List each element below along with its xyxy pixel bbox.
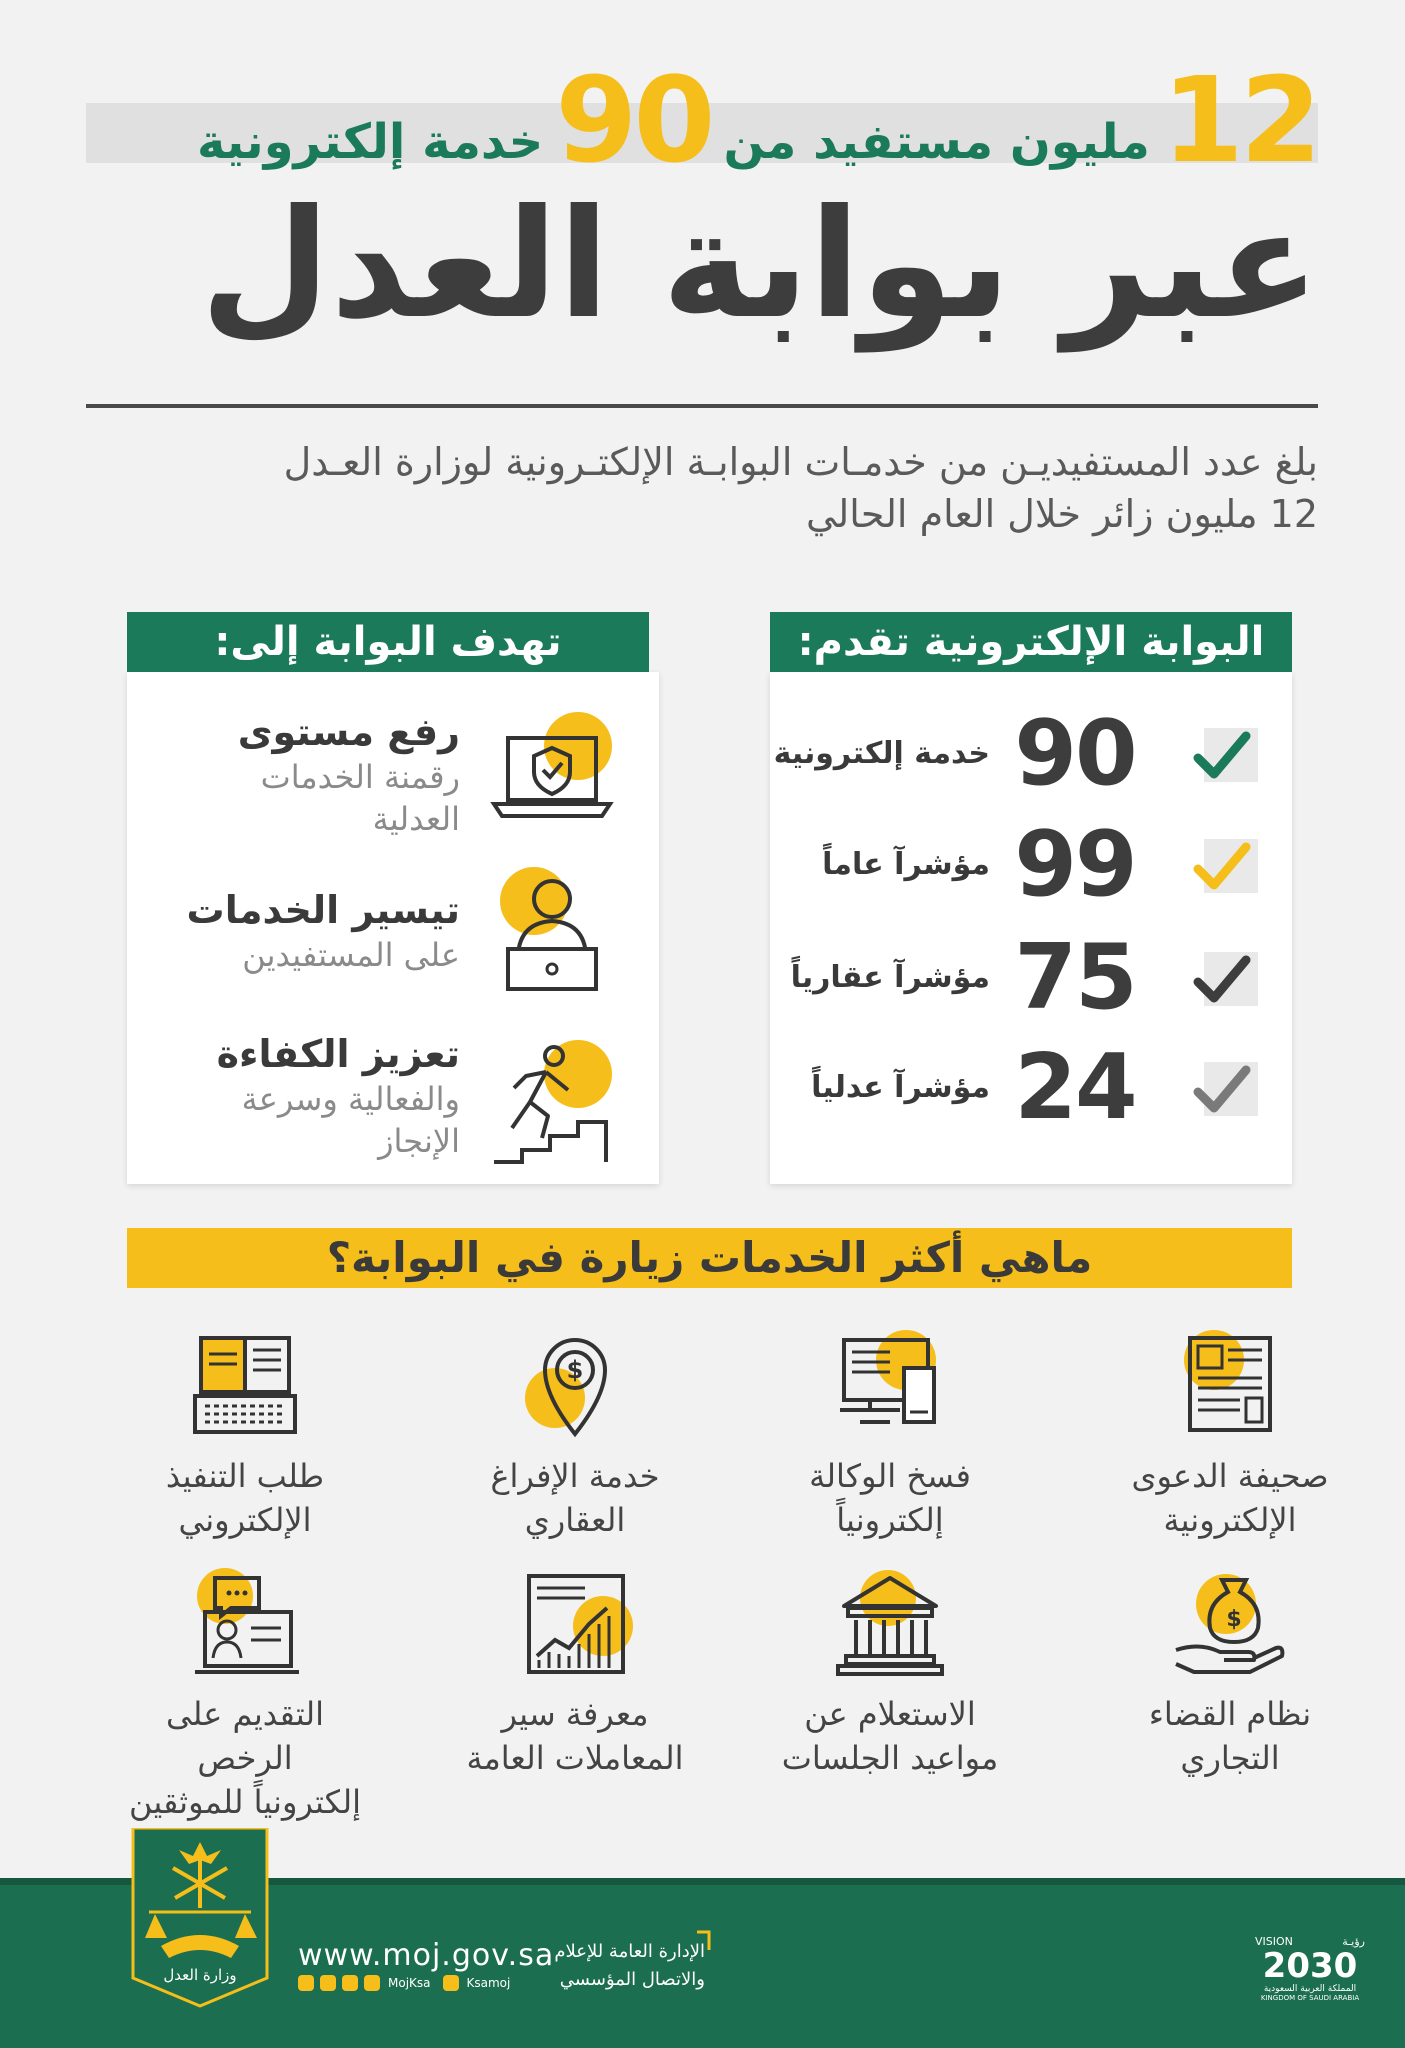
headline-end-text: خدمة إلكترونية bbox=[196, 114, 544, 170]
youtube-icon[interactable] bbox=[443, 1975, 459, 1991]
vision-2030-logo bbox=[1255, 1935, 1365, 2002]
website-link[interactable]: www.moj.gov.sa bbox=[298, 1938, 555, 1973]
service-label bbox=[1100, 1454, 1360, 1542]
service-item bbox=[115, 1330, 375, 1542]
money-bag-hand-icon bbox=[1170, 1568, 1290, 1678]
social-handle: Ksamoj bbox=[466, 1976, 511, 1990]
service-label-line1: خدمة الإفراغ bbox=[490, 1457, 660, 1495]
offer-row bbox=[770, 1035, 1270, 1140]
growth-chart-icon bbox=[515, 1568, 635, 1678]
service-label bbox=[760, 1692, 1020, 1780]
service-label-line1: نظام القضاء bbox=[1148, 1695, 1312, 1733]
goal-subtitle: العدلية bbox=[372, 800, 460, 838]
service-item bbox=[445, 1568, 705, 1780]
intro-line-1: بلغ عدد المستفيديـن من خدمـات البوابـة الإلكتـرونية لوزارة العـدل bbox=[283, 440, 1318, 484]
service-label-line1: صحيفة الدعوى bbox=[1131, 1457, 1329, 1495]
offer-number: 99 bbox=[1014, 812, 1136, 917]
person-laptop-icon bbox=[490, 865, 615, 995]
service-item bbox=[115, 1568, 375, 1824]
check-icon bbox=[1190, 837, 1254, 897]
offer-number: 24 bbox=[1014, 1035, 1136, 1140]
goal-item bbox=[150, 1030, 460, 1162]
service-label bbox=[115, 1454, 375, 1542]
services-header: ماهي أكثر الخدمات زيارة في البوابة؟ bbox=[127, 1228, 1292, 1288]
goal-item bbox=[150, 886, 460, 976]
service-item bbox=[1100, 1568, 1360, 1780]
laptop-shield-icon bbox=[490, 708, 615, 838]
snapchat-icon[interactable] bbox=[342, 1975, 358, 1991]
page-title: عبر بوابة العدل bbox=[200, 178, 1320, 352]
goals-header: تهدف البوابة إلى: bbox=[127, 612, 649, 672]
intro-text bbox=[86, 436, 1318, 540]
headline-middle-text: مليون مستفيد من bbox=[723, 114, 1150, 170]
offer-row bbox=[770, 812, 1270, 917]
service-item bbox=[1100, 1330, 1360, 1542]
chat-person-icon bbox=[185, 1568, 305, 1678]
book-keyboard-icon bbox=[185, 1330, 305, 1440]
headline-big-number: 12 bbox=[1161, 51, 1318, 189]
svg-text:$: $ bbox=[566, 1356, 584, 1384]
service-item bbox=[445, 1330, 705, 1542]
dept-line1: الإدارة العامة للإعلام bbox=[554, 1941, 705, 1962]
service-label-line1: معرفة سير bbox=[501, 1695, 649, 1733]
divider bbox=[86, 404, 1318, 408]
check-icon bbox=[1190, 1060, 1254, 1120]
goal-title: تعزيز الكفاءة bbox=[216, 1032, 460, 1076]
service-item bbox=[760, 1568, 1020, 1780]
headline-mid-number: 90 bbox=[555, 51, 712, 189]
service-item bbox=[760, 1330, 1020, 1542]
svg-text:$: $ bbox=[1226, 1607, 1242, 1632]
courthouse-icon bbox=[830, 1568, 950, 1678]
goal-title: رفع مستوى bbox=[237, 710, 460, 754]
intro-line-2: 12 مليون زائر خلال العام الحالي bbox=[806, 492, 1318, 536]
service-label-line2: مواعيد الجلسات bbox=[781, 1739, 999, 1777]
service-label bbox=[445, 1692, 705, 1780]
social-handle: MojKsa bbox=[388, 1976, 431, 1990]
social-links bbox=[298, 1975, 516, 1991]
service-label bbox=[1100, 1692, 1360, 1780]
goal-title: تيسير الخدمات bbox=[186, 888, 460, 932]
running-stairs-icon bbox=[490, 1038, 615, 1168]
twitter-icon[interactable] bbox=[298, 1975, 314, 1991]
offer-label: خدمة إلكترونية bbox=[773, 736, 990, 771]
offer-label: مؤشرآ عاماً bbox=[822, 847, 990, 882]
check-icon bbox=[1190, 726, 1254, 786]
service-label-line2: العقاري bbox=[524, 1501, 626, 1539]
vision-sub-en: KINGDOM OF SAUDI ARABIA bbox=[1260, 1994, 1360, 2002]
department-label bbox=[540, 1938, 705, 1994]
offers-header: البوابة الإلكترونية تقدم: bbox=[770, 612, 1292, 672]
location-dollar-icon bbox=[515, 1330, 635, 1440]
logo-ministry-text: وزارة العدل bbox=[163, 1966, 237, 1984]
service-label bbox=[115, 1692, 375, 1824]
offer-number: 90 bbox=[1014, 701, 1136, 806]
check-icon bbox=[1190, 950, 1254, 1010]
service-label-line2: الإلكتروني bbox=[178, 1501, 312, 1539]
linkedin-icon[interactable] bbox=[364, 1975, 380, 1991]
service-label-line2: المعاملات العامة bbox=[466, 1739, 684, 1777]
dept-line2: والاتصال المؤسسي bbox=[559, 1969, 705, 1990]
corner-bracket-icon bbox=[695, 1930, 711, 1952]
service-label-line1: طلب التنفيذ bbox=[165, 1457, 325, 1495]
service-label bbox=[760, 1454, 1020, 1542]
service-label-line1: التقديم على الرخص bbox=[165, 1695, 324, 1777]
vision-label: VISION bbox=[1255, 1935, 1293, 1948]
instagram-icon[interactable] bbox=[320, 1975, 336, 1991]
vision-year: 2030 bbox=[1262, 1946, 1358, 1986]
vision-sub-ar: المملكة العربية السعودية bbox=[1263, 1984, 1357, 1994]
goal-subtitle: على المستفيدين bbox=[242, 936, 460, 974]
service-label-line1: فسخ الوكالة bbox=[809, 1457, 971, 1495]
offer-label: مؤشرآ عدلياً bbox=[811, 1070, 990, 1105]
offer-label: مؤشرآ عقارياً bbox=[790, 960, 990, 995]
ministry-logo bbox=[125, 1828, 275, 2008]
service-label-line2: الإلكترونية bbox=[1163, 1501, 1297, 1539]
service-label-line2: التجاري bbox=[1180, 1739, 1280, 1777]
service-label-line1: الاستعلام عن bbox=[804, 1695, 976, 1733]
goal-item bbox=[150, 708, 460, 840]
devices-icon bbox=[830, 1330, 950, 1440]
service-label-line2: إلكترونياً للموثقين bbox=[128, 1783, 362, 1821]
service-label bbox=[445, 1454, 705, 1542]
goal-subtitle: والفعالية وسرعة bbox=[241, 1080, 460, 1118]
newspaper-icon bbox=[1170, 1330, 1290, 1440]
service-label-line2: إلكترونياً bbox=[836, 1501, 944, 1539]
offer-row bbox=[770, 701, 1270, 806]
offer-number: 75 bbox=[1014, 925, 1136, 1030]
goal-subtitle: رقمنة الخدمات bbox=[260, 758, 460, 796]
vision-arabic: رؤيـة bbox=[1342, 1935, 1365, 1948]
offer-row bbox=[770, 925, 1270, 1030]
goal-subtitle: الإنجاز bbox=[378, 1122, 460, 1160]
headline bbox=[86, 40, 1318, 189]
